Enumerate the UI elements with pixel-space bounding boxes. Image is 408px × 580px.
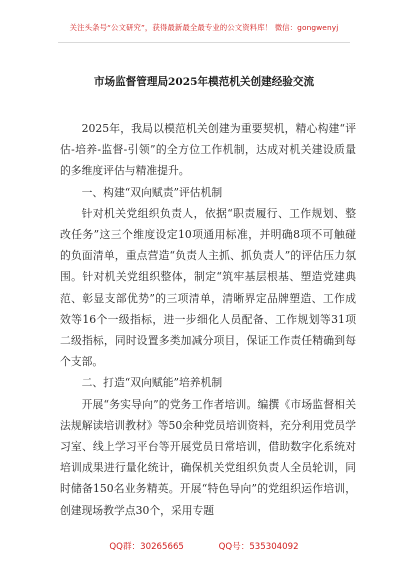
body-paragraph: 开展“务实导向”的党务工作者培训。编撰《市场监督相关法规解读培训教材》等50余种党员培训资料，充分利用党员学习室、线上学习平台等开展党员日常培训，借助数字化系统对培训成果进行量化统计，确保机关党组织负责人全员轮训，同时储备150名业务精英。开展“特色导向”的党组织运作培训，创建现场教学点30个，采用专题 (60, 397, 356, 517)
body-paragraph: 2025年，我局以模范机关创建为重要契机，精心构建“评估-培养-监督-引领”的全方位工作机制，达成对机关建设质量的多维度评估与精准提升。 (60, 122, 356, 178)
header-banner: 关注头条号“公文研究”，获得最新最全最专业的公文资料库！ 微信：gongwenyj (69, 23, 339, 32)
section-heading: 一、构建“双向赋责”评估机制 (81, 185, 223, 199)
section-heading: 二、打造“双向赋能”培养机制 (81, 376, 223, 390)
footer-qq-group: QQ群：30265665 (109, 542, 184, 552)
document-body (60, 118, 356, 521)
document-title: 市场监督管理局2025年模范机关创建经验交流 (93, 76, 315, 88)
header-divider (58, 42, 350, 43)
footer-qq-number: QQ号：535304092 (218, 542, 299, 552)
footer-contact (0, 540, 408, 552)
body-paragraph: 针对机关党组织负责人，依据“职责履行、工作规划、整改任务”这三个维度设定10项通用标准，并明确8项不可触碰的负面清单，重点营造“负责人主抓、抓负责人”的评估压力氛围。针对机关党组织整体，制定“筑牢基层根基、塑造党建典范、彰显支部优势”的三项清单，清晰界定品牌塑造、工作成效等16个一级指标，进一步细化人员配备、工作规划等31项二级指标，同时设置多类加减分项目，保证工作责任精确到每个支部。 (60, 206, 356, 369)
